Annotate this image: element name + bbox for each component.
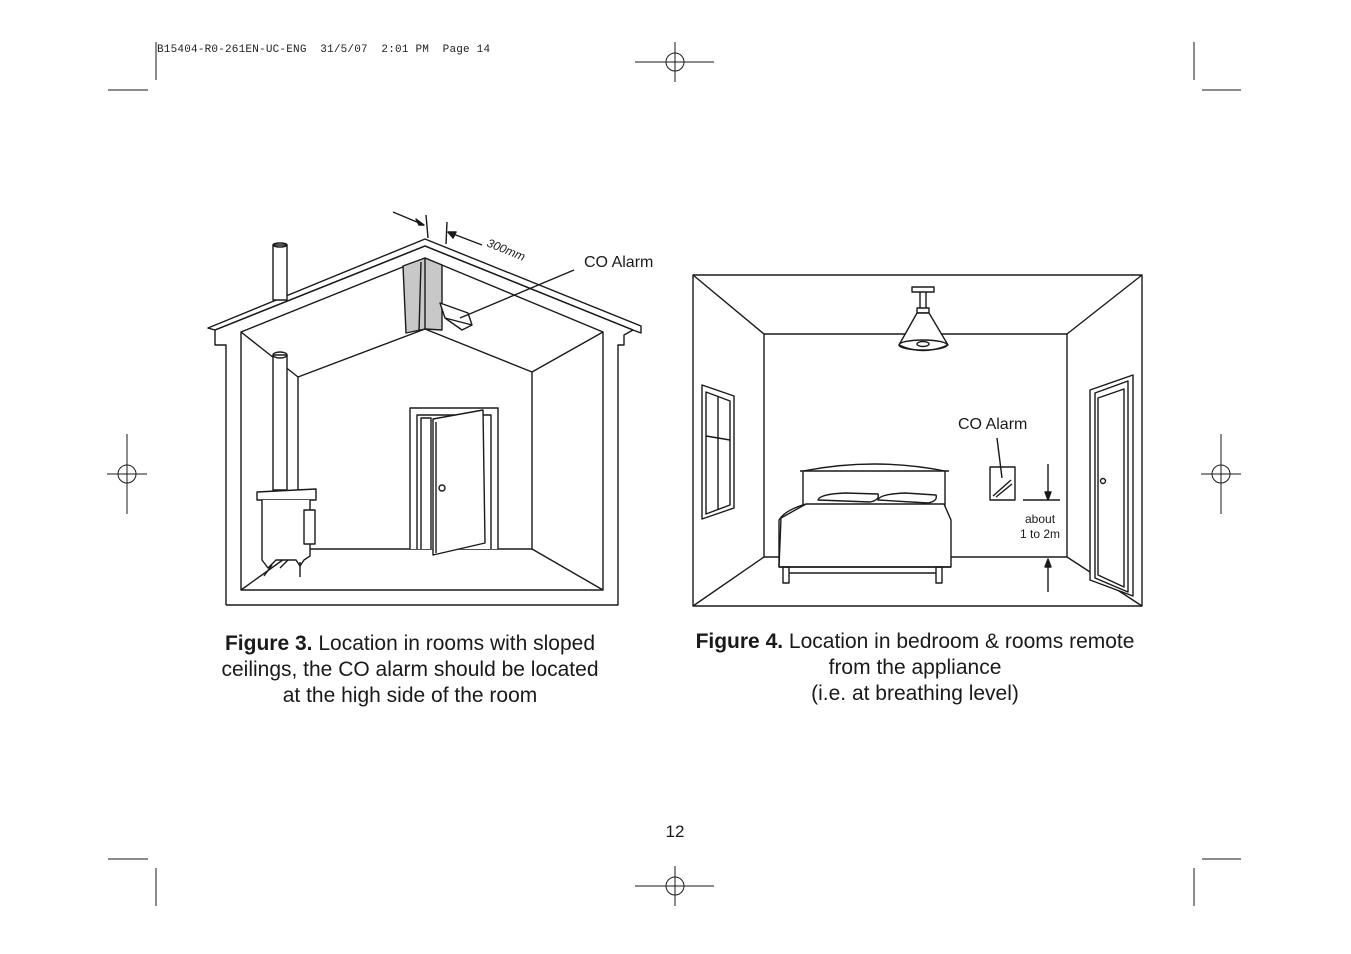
- co-alarm-label-figure3: CO Alarm: [584, 254, 654, 271]
- bed-icon: [779, 464, 951, 583]
- figure-4-caption-line1: Location in bedroom & rooms remote: [783, 630, 1135, 653]
- print-slug-line: B15404-R0-261EN-UC-ENG 31/5/07 2:01 PM Page 14: [157, 44, 491, 56]
- figure-3-caption-title: Figure 3.: [224, 632, 313, 655]
- figure-4-caption-title: Figure 4.: [695, 630, 784, 653]
- window-icon: [702, 385, 734, 519]
- co-alarm-icon: [990, 467, 1015, 500]
- figure-4-caption-line3: (i.e. at breathing level): [811, 682, 1019, 705]
- dimension-label-300mm: 300mm: [484, 235, 528, 264]
- height-label-about: about: [1025, 512, 1056, 526]
- figure-3-caption-line2: ceilings, the CO alarm should be located: [221, 658, 599, 681]
- height-label-range: 1 to 2m: [1020, 527, 1061, 541]
- figure-4-caption-line2: from the appliance: [828, 656, 1002, 679]
- figure-3-caption-line3: at the high side of the room: [282, 684, 538, 707]
- page-number: 12: [665, 822, 685, 841]
- figure-3-caption-line1: Location in rooms with sloped: [312, 632, 596, 655]
- co-alarm-label-figure4: CO Alarm: [958, 416, 1028, 433]
- door-icon: [1090, 375, 1133, 596]
- figure-3-caption: [190, 631, 630, 709]
- figure-4-caption: [665, 629, 1165, 707]
